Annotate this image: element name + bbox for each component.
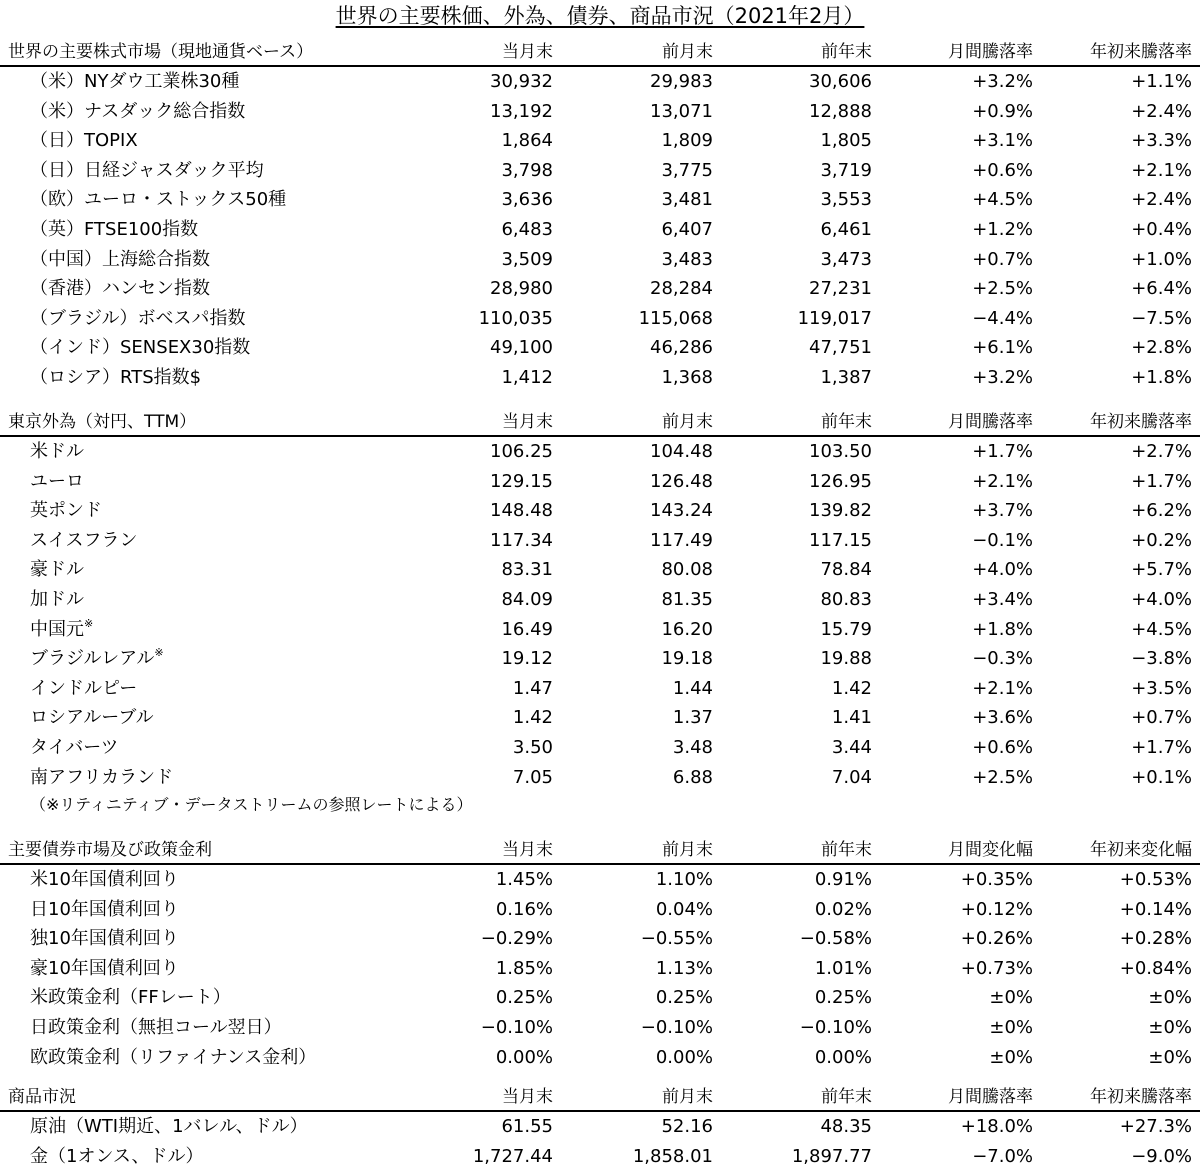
cell-current-month: 3,509 [501, 248, 553, 270]
row-label: （米）ナスダック総合指数 [30, 100, 246, 122]
cell-monthly-change: +3.4% [972, 588, 1033, 610]
col-prev-month: 前月末 [662, 840, 713, 860]
cell-monthly-change: +18.0% [960, 1116, 1033, 1137]
table-row [0, 126, 1200, 156]
cell-monthly-change: −0.1% [972, 529, 1033, 551]
cell-prev-year: 3,719 [820, 159, 872, 181]
table-header [0, 1085, 1200, 1112]
table-row [0, 156, 1200, 186]
cell-monthly-change: +1.8% [972, 618, 1033, 640]
col-prev-year: 前年末 [821, 1087, 872, 1107]
cell-prev-year: 19.88 [820, 648, 872, 670]
col-monthly-change: 月間騰落率 [948, 42, 1033, 62]
table-row [0, 1142, 1200, 1172]
cell-current-month: 1.45% [495, 869, 553, 890]
row-label: （欧）ユーロ・ストックス50種 [30, 189, 287, 211]
cell-prev-year: 117.15 [809, 529, 872, 551]
cell-ytd-change: −3.8% [1131, 648, 1192, 670]
cell-prev-year: 30,606 [809, 71, 872, 92]
cell-current-month: −0.29% [480, 928, 553, 950]
section-title: 世界の主要株式市場（現地通貨ベース） [8, 42, 314, 62]
cell-ytd-change: −7.5% [1131, 307, 1192, 329]
bonds-section [0, 838, 1200, 1072]
row-label: ロシアルーブル [30, 707, 154, 729]
cell-prev-month: 80.08 [661, 559, 713, 581]
cell-ytd-change: +5.7% [1131, 559, 1192, 581]
col-current-month: 当月末 [502, 1087, 553, 1107]
table-row [0, 644, 1200, 674]
table-row [0, 674, 1200, 704]
cell-prev-year: 1.42 [831, 677, 872, 699]
row-label: （ロシア）RTS指数$ [30, 366, 202, 388]
cell-prev-year: 3,553 [820, 189, 872, 211]
col-prev-month: 前月末 [662, 1087, 713, 1107]
cell-prev-month: 19.18 [661, 648, 713, 670]
cell-ytd-change: +2.4% [1131, 189, 1192, 211]
cell-prev-month: 13,071 [650, 100, 713, 122]
cell-prev-year: 126.95 [809, 470, 872, 492]
stocks-section [0, 40, 1200, 393]
cell-prev-month: 126.48 [650, 470, 713, 492]
cell-current-month: 13,192 [490, 100, 553, 122]
cell-current-month: 117.34 [490, 529, 553, 551]
cell-monthly-change: +3.6% [972, 707, 1033, 729]
table-row [0, 585, 1200, 615]
cell-ytd-change: +6.4% [1131, 278, 1192, 300]
row-label: ブラジルレアル※ [30, 646, 164, 670]
table-header [0, 410, 1200, 437]
cell-prev-year: 78.84 [820, 559, 872, 581]
cell-prev-month: 6.88 [672, 766, 713, 788]
row-label: 南アフリカランド [30, 766, 174, 788]
cell-prev-month: 3.48 [672, 736, 713, 758]
cell-ytd-change: +2.1% [1131, 159, 1192, 181]
cell-prev-month: 104.48 [650, 441, 713, 462]
cell-prev-month: 3,775 [661, 159, 713, 181]
row-label: （香港）ハンセン指数 [30, 278, 210, 300]
cell-prev-year: 27,231 [809, 278, 872, 300]
cell-prev-year: 15.79 [820, 618, 872, 640]
row-label: インドルピー [30, 677, 138, 699]
cell-prev-year: 0.25% [814, 987, 872, 1009]
cell-monthly-change: +2.5% [972, 278, 1033, 300]
row-label: 豪ドル [30, 559, 84, 581]
cell-current-month: 0.25% [495, 987, 553, 1009]
cell-ytd-change: +0.7% [1131, 707, 1192, 729]
col-current-month: 当月末 [502, 42, 553, 62]
cell-current-month: 110,035 [478, 307, 553, 329]
cell-ytd-change: ±0% [1148, 1016, 1192, 1038]
row-label: 日政策金利（無担コール翌日） [30, 1016, 282, 1038]
cell-prev-month: 81.35 [661, 588, 713, 610]
fx-section [0, 410, 1200, 792]
cell-current-month: 1.42 [512, 707, 553, 729]
cell-monthly-change: +1.7% [972, 441, 1033, 462]
cell-ytd-change: +3.3% [1131, 130, 1192, 152]
cell-ytd-change: +0.1% [1131, 766, 1192, 788]
table-header [0, 40, 1200, 67]
cell-prev-month: 29,983 [650, 71, 713, 92]
cell-monthly-change: +4.0% [972, 559, 1033, 581]
cell-ytd-change: +2.7% [1131, 441, 1192, 462]
cell-current-month: 6,483 [501, 218, 553, 240]
cell-current-month: 3.50 [512, 736, 553, 758]
table-row [0, 437, 1200, 467]
cell-ytd-change: +27.3% [1119, 1116, 1192, 1137]
cell-prev-year: −0.58% [799, 928, 872, 950]
cell-prev-month: 28,284 [650, 278, 713, 300]
table-row [0, 763, 1200, 793]
cell-prev-year: 139.82 [809, 500, 872, 522]
cell-current-month: 1,727.44 [472, 1145, 553, 1167]
cell-ytd-change: +2.4% [1131, 100, 1192, 122]
cell-prev-month: 1,368 [661, 366, 713, 388]
cell-current-month: 83.31 [501, 559, 553, 581]
cell-monthly-change: −7.0% [972, 1145, 1033, 1167]
row-label: 米ドル [30, 441, 84, 462]
cell-prev-year: 6,461 [820, 218, 872, 240]
row-label: （ブラジル）ボベスパ指数 [30, 307, 246, 329]
cell-prev-month: 1.10% [655, 869, 713, 890]
cell-current-month: 0.00% [495, 1046, 553, 1068]
cell-monthly-change: +3.1% [972, 130, 1033, 152]
row-label: タイバーツ [30, 736, 119, 758]
section-title: 東京外為（対円、TTM） [8, 412, 197, 432]
cell-current-month: 84.09 [501, 588, 553, 610]
reference-rate-note: （※リティニティブ・データストリームの参照レートによる） [30, 795, 473, 814]
cell-ytd-change: −9.0% [1131, 1145, 1192, 1167]
cell-prev-year: 1,805 [820, 130, 872, 152]
cell-monthly-change: +0.9% [972, 100, 1033, 122]
cell-ytd-change: ±0% [1148, 987, 1192, 1009]
cell-current-month: 16.49 [501, 618, 553, 640]
col-current-month: 当月末 [502, 412, 553, 432]
col-prev-month: 前月末 [662, 42, 713, 62]
table-row [0, 97, 1200, 127]
row-label: 英ポンド [30, 500, 102, 522]
cell-monthly-change: +0.35% [960, 869, 1033, 890]
cell-ytd-change: +0.14% [1119, 898, 1192, 920]
cell-monthly-change: +3.7% [972, 500, 1033, 522]
table-row [0, 615, 1200, 645]
reference-mark: ※ [154, 646, 164, 660]
row-label: 米政策金利（FFレート） [30, 987, 231, 1009]
cell-current-month: 3,798 [501, 159, 553, 181]
cell-prev-year: 103.50 [809, 441, 872, 462]
cell-current-month: 106.25 [490, 441, 553, 462]
cell-current-month: 7.05 [512, 766, 553, 788]
table-row [0, 895, 1200, 925]
commodities-section [0, 1085, 1200, 1171]
col-prev-year: 前年末 [821, 42, 872, 62]
cell-monthly-change: +1.2% [972, 218, 1033, 240]
cell-current-month: 1,864 [501, 130, 553, 152]
cell-prev-year: 12,888 [809, 100, 872, 122]
table-row [0, 924, 1200, 954]
row-label: （米）NYダウ工業株30種 [30, 71, 240, 92]
cell-ytd-change: +1.7% [1131, 470, 1192, 492]
row-label: （英）FTSE100指数 [30, 218, 199, 240]
col-monthly-change: 月間騰落率 [948, 412, 1033, 432]
cell-prev-year: 7.04 [831, 766, 872, 788]
cell-monthly-change: +0.7% [972, 248, 1033, 270]
table-row [0, 954, 1200, 984]
cell-prev-month: 3,483 [661, 248, 713, 270]
cell-prev-year: 0.91% [814, 869, 872, 890]
cell-monthly-change: +0.26% [960, 928, 1033, 950]
col-prev-year: 前年末 [821, 412, 872, 432]
cell-ytd-change: +1.1% [1131, 71, 1192, 92]
cell-prev-month: 1,809 [661, 130, 713, 152]
page-title: 世界の主要株価、外為、債券、商品市況（2021年2月） [335, 4, 865, 28]
cell-ytd-change: +1.7% [1131, 736, 1192, 758]
cell-current-month: 1,412 [501, 366, 553, 388]
cell-ytd-change: +1.8% [1131, 366, 1192, 388]
cell-prev-year: 0.00% [814, 1046, 872, 1068]
cell-prev-month: 6,407 [661, 218, 713, 240]
cell-monthly-change: +0.73% [960, 957, 1033, 979]
reference-mark: ※ [84, 616, 94, 630]
table-row [0, 215, 1200, 245]
row-label: ユーロ [30, 470, 84, 492]
table-row [0, 1013, 1200, 1043]
cell-monthly-change: −0.3% [972, 648, 1033, 670]
cell-current-month: 49,100 [490, 337, 553, 359]
table-row [0, 1043, 1200, 1073]
col-ytd-change: 年初来騰落率 [1090, 412, 1192, 432]
cell-prev-year: 48.35 [820, 1116, 872, 1137]
cell-monthly-change: ±0% [989, 987, 1033, 1009]
cell-prev-month: 117.49 [650, 529, 713, 551]
col-prev-year: 前年末 [821, 840, 872, 860]
col-ytd-change: 年初来騰落率 [1090, 1087, 1192, 1107]
table-row [0, 496, 1200, 526]
cell-prev-month: 0.00% [655, 1046, 713, 1068]
cell-monthly-change: +2.1% [972, 470, 1033, 492]
row-label: 米10年国債利回り [30, 869, 179, 890]
cell-monthly-change: +2.1% [972, 677, 1033, 699]
row-label: 加ドル [30, 588, 84, 610]
col-monthly-change: 月間騰落率 [948, 1087, 1033, 1107]
cell-ytd-change: +0.53% [1119, 869, 1192, 890]
table-header [0, 838, 1200, 865]
row-label: 欧政策金利（リファイナンス金利） [30, 1046, 317, 1068]
table-row [0, 733, 1200, 763]
table-row [0, 67, 1200, 97]
cell-prev-year: −0.10% [799, 1016, 872, 1038]
cell-ytd-change: ±0% [1148, 1046, 1192, 1068]
cell-prev-year: 3.44 [831, 736, 872, 758]
col-prev-month: 前月末 [662, 412, 713, 432]
cell-prev-year: 1,387 [820, 366, 872, 388]
cell-current-month: 30,932 [490, 71, 553, 92]
cell-prev-year: 3,473 [820, 248, 872, 270]
cell-ytd-change: +1.0% [1131, 248, 1192, 270]
cell-current-month: 19.12 [501, 648, 553, 670]
cell-prev-month: 1.44 [672, 677, 713, 699]
cell-current-month: 28,980 [490, 278, 553, 300]
cell-ytd-change: +0.4% [1131, 218, 1192, 240]
cell-monthly-change: +6.1% [972, 337, 1033, 359]
cell-current-month: 129.15 [490, 470, 553, 492]
cell-monthly-change: +0.6% [972, 159, 1033, 181]
table-row [0, 245, 1200, 275]
cell-prev-year: 80.83 [820, 588, 872, 610]
cell-ytd-change: +4.5% [1131, 618, 1192, 640]
cell-prev-year: 1.41 [831, 707, 872, 729]
cell-prev-month: 52.16 [661, 1116, 713, 1137]
row-label: 独10年国債利回り [30, 928, 179, 950]
cell-prev-year: 0.02% [814, 898, 872, 920]
cell-monthly-change: +3.2% [972, 366, 1033, 388]
row-label: 金（1オンス、ドル） [30, 1145, 204, 1167]
cell-ytd-change: +0.28% [1119, 928, 1192, 950]
table-row [0, 865, 1200, 895]
table-row [0, 555, 1200, 585]
cell-prev-month: 143.24 [650, 500, 713, 522]
cell-monthly-change: +0.6% [972, 736, 1033, 758]
row-label: （日）TOPIX [30, 130, 138, 152]
cell-prev-month: 115,068 [638, 307, 713, 329]
row-label: 豪10年国債利回り [30, 957, 179, 979]
row-label: スイスフラン [30, 529, 138, 551]
row-label: （日）日経ジャスダック平均 [30, 159, 264, 181]
section-title: 主要債券市場及び政策金利 [8, 840, 212, 860]
cell-monthly-change: +3.2% [972, 71, 1033, 92]
row-label: （中国）上海総合指数 [30, 248, 210, 270]
row-label: 原油（WTI期近、1バレル、ドル） [30, 1116, 308, 1137]
col-ytd-change: 年初来騰落率 [1090, 42, 1192, 62]
cell-ytd-change: +0.2% [1131, 529, 1192, 551]
col-current-month: 当月末 [502, 840, 553, 860]
cell-current-month: 1.47 [512, 677, 553, 699]
table-row [0, 274, 1200, 304]
cell-ytd-change: +3.5% [1131, 677, 1192, 699]
table-row [0, 185, 1200, 215]
cell-ytd-change: +6.2% [1131, 500, 1192, 522]
cell-monthly-change: +2.5% [972, 766, 1033, 788]
cell-monthly-change: ±0% [989, 1016, 1033, 1038]
cell-prev-month: 1.13% [655, 957, 713, 979]
cell-prev-month: −0.55% [640, 928, 713, 950]
cell-current-month: 148.48 [490, 500, 553, 522]
table-row [0, 703, 1200, 733]
cell-current-month: −0.10% [480, 1016, 553, 1038]
table-row [0, 467, 1200, 497]
section-title: 商品市況 [8, 1087, 76, 1107]
cell-prev-month: 16.20 [661, 618, 713, 640]
cell-prev-year: 1.01% [814, 957, 872, 979]
cell-prev-month: 1.37 [672, 707, 713, 729]
row-label: 日10年国債利回り [30, 898, 179, 920]
row-label: 中国元※ [30, 616, 94, 640]
col-ytd-change: 年初来変化幅 [1090, 840, 1192, 860]
cell-monthly-change: ±0% [989, 1046, 1033, 1068]
table-row [0, 363, 1200, 393]
cell-prev-month: 3,481 [661, 189, 713, 211]
cell-ytd-change: +2.8% [1131, 337, 1192, 359]
cell-prev-month: 0.25% [655, 987, 713, 1009]
table-row [0, 526, 1200, 556]
cell-prev-month: 0.04% [655, 898, 713, 920]
cell-prev-month: −0.10% [640, 1016, 713, 1038]
cell-prev-month: 46,286 [650, 337, 713, 359]
cell-current-month: 0.16% [495, 898, 553, 920]
cell-current-month: 1.85% [495, 957, 553, 979]
cell-prev-month: 1,858.01 [632, 1145, 713, 1167]
cell-ytd-change: +0.84% [1119, 957, 1192, 979]
cell-monthly-change: +4.5% [972, 189, 1033, 211]
cell-monthly-change: +0.12% [960, 898, 1033, 920]
cell-prev-year: 47,751 [809, 337, 872, 359]
cell-current-month: 3,636 [501, 189, 553, 211]
cell-ytd-change: +4.0% [1131, 588, 1192, 610]
table-row [0, 1112, 1200, 1142]
col-monthly-change: 月間変化幅 [948, 840, 1033, 860]
table-row [0, 983, 1200, 1013]
cell-prev-year: 119,017 [797, 307, 872, 329]
cell-monthly-change: −4.4% [972, 307, 1033, 329]
row-label: （インド）SENSEX30指数 [30, 337, 251, 359]
table-row [0, 304, 1200, 334]
table-row [0, 333, 1200, 363]
cell-prev-year: 1,897.77 [791, 1145, 872, 1167]
cell-current-month: 61.55 [501, 1116, 553, 1137]
